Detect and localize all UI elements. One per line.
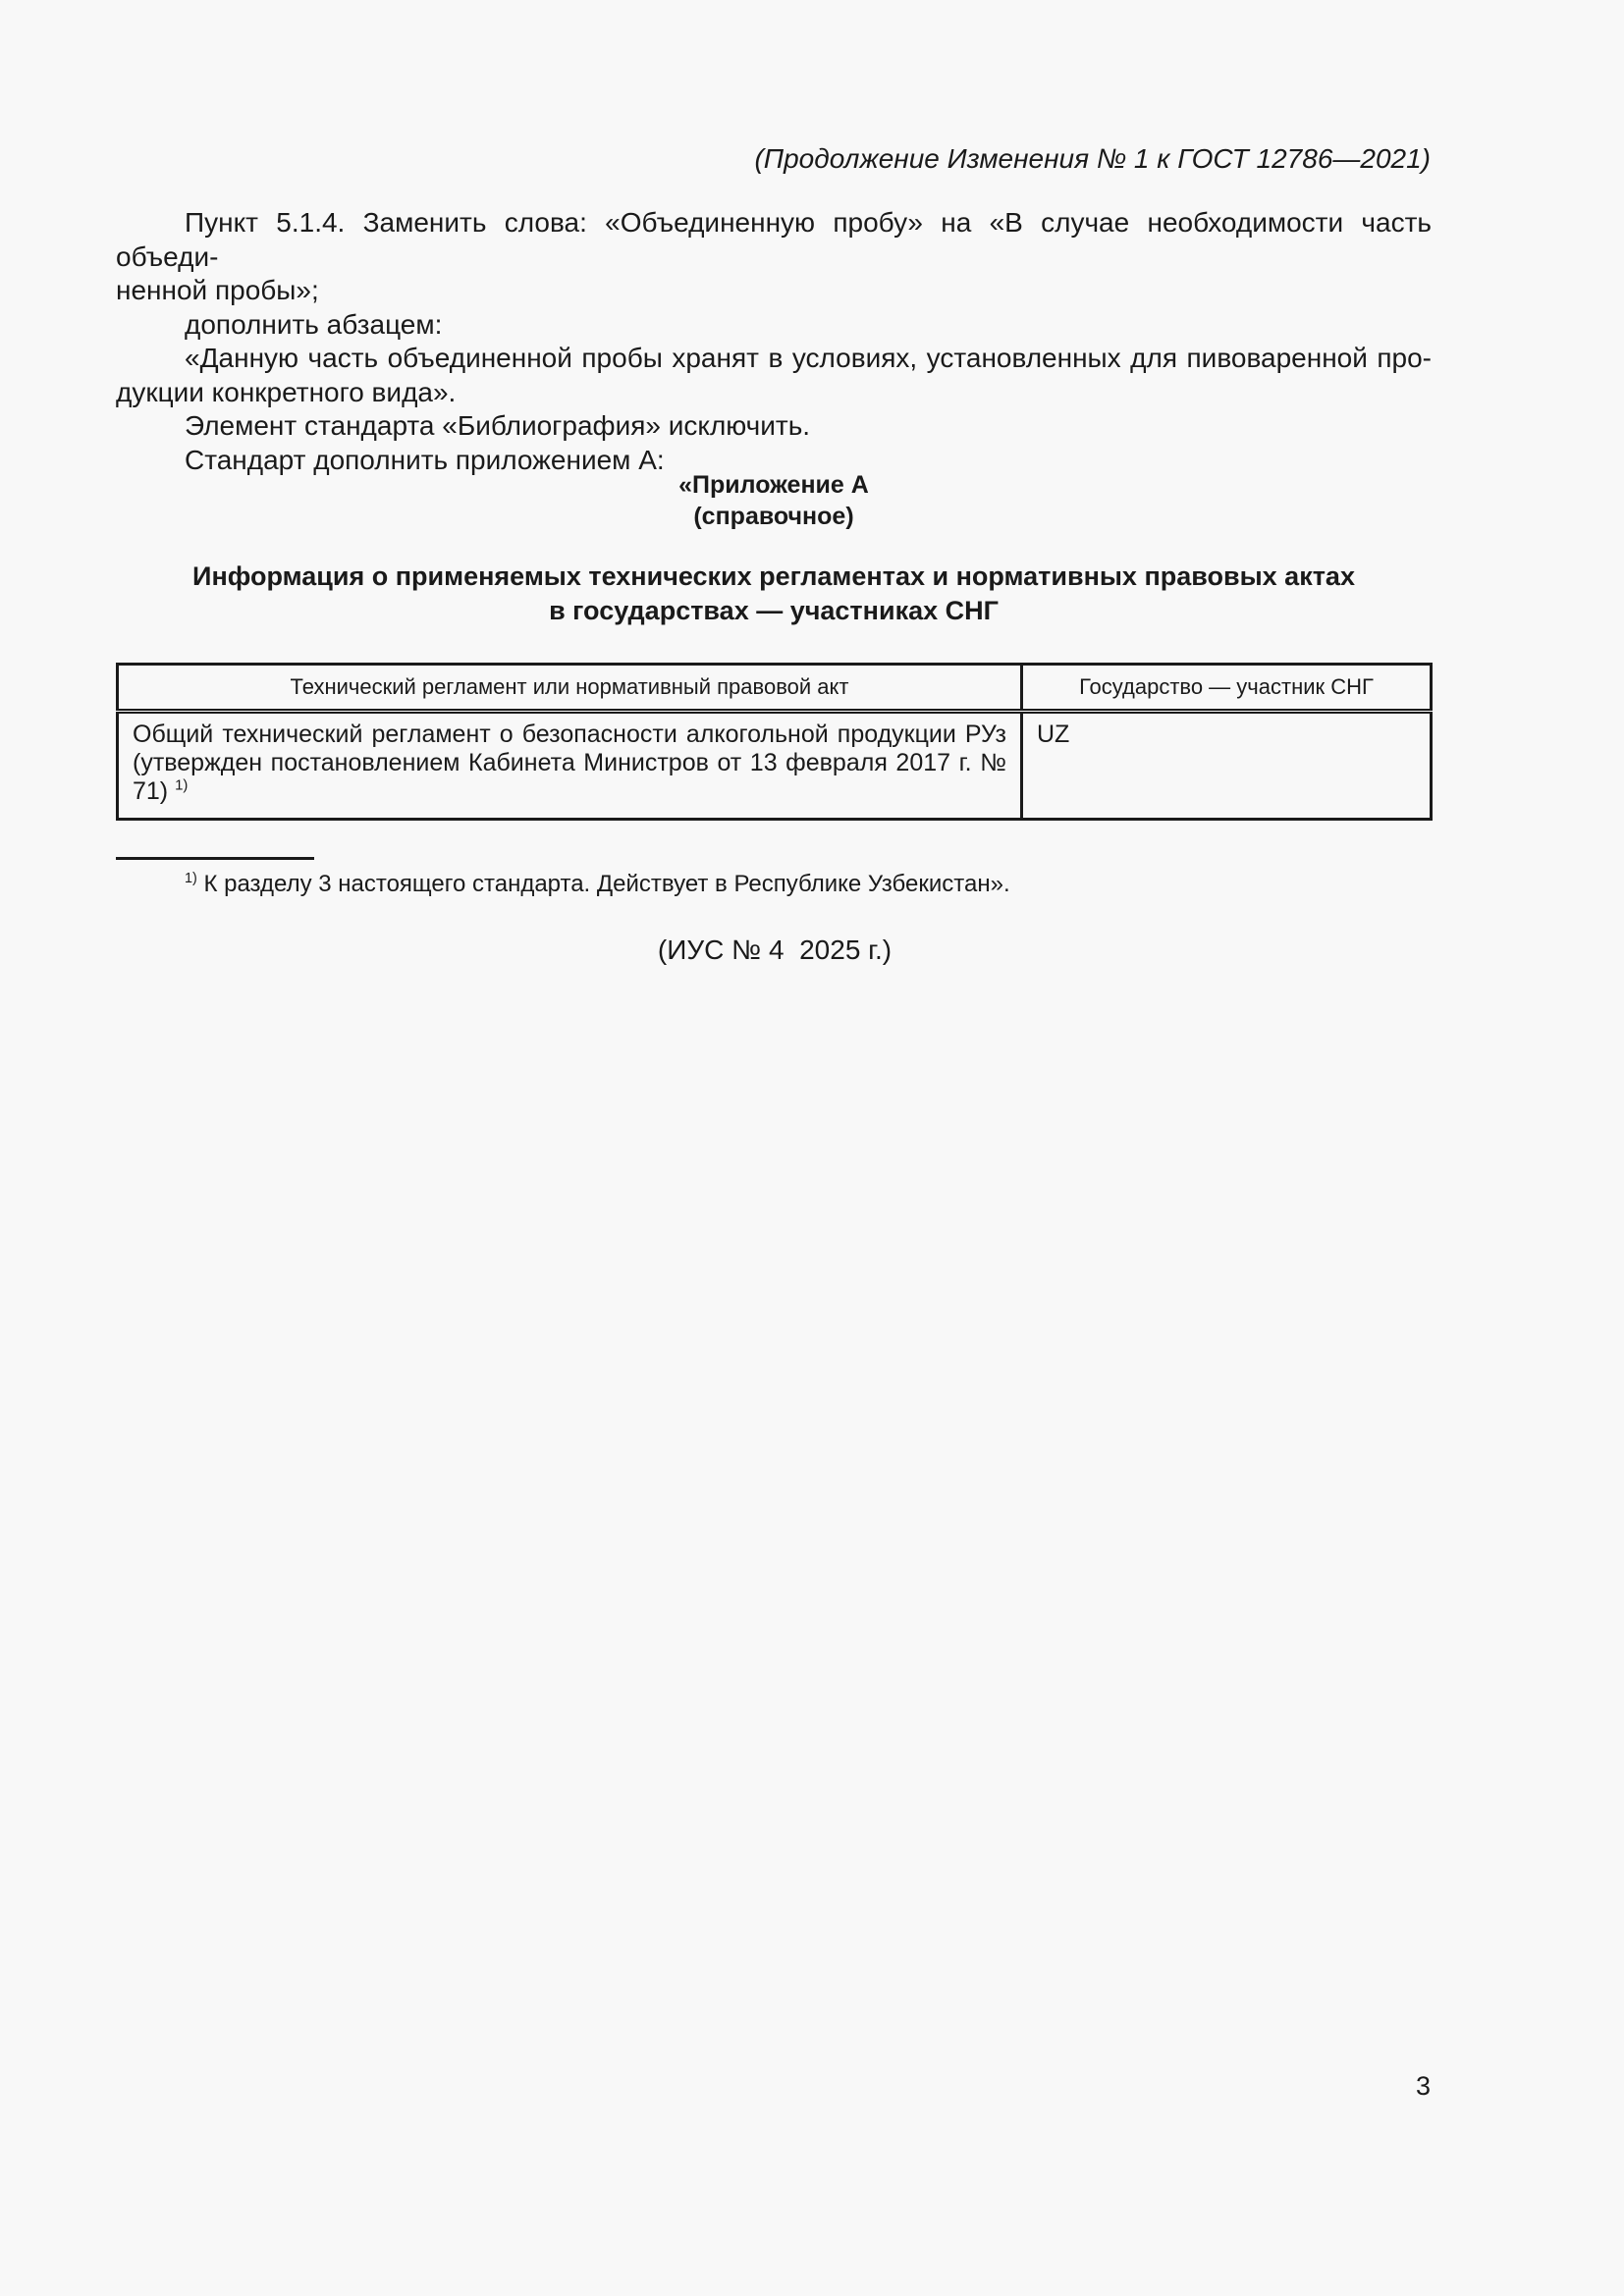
appendix-label: «Приложение А: [678, 471, 869, 499]
footnote: [185, 871, 1010, 898]
footnote-text: К разделу 3 настоящего стандарта. Действует в Республике Узбекистан».: [196, 871, 1010, 897]
appendix-title: [116, 469, 1432, 532]
cell-act: [118, 712, 1022, 820]
regulations-table: [116, 663, 1433, 821]
footnote-reference: 1): [175, 776, 189, 794]
paragraph-quote: «Данную часть объединенной пробы хранят в условиях, установленных для пивоваренной про-: [185, 343, 1432, 373]
amendment-text: [116, 206, 1432, 477]
ius-reference: (ИУС № 4 2025 г.): [657, 934, 893, 965]
paragraph-5-1-4: Пункт 5.1.4. Заменить слова: «Объединенную пробу» на «В случае необходимости часть объеди-: [116, 207, 1432, 272]
cell-state: UZ: [1022, 712, 1432, 820]
running-header: (Продолжение Изменения № 1 к ГОСТ 12786—2021): [754, 143, 1431, 174]
appendix-status: (справочное): [693, 503, 854, 530]
footnote-separator: [116, 857, 314, 860]
paragraph-bibliography: Элемент стандарта «Библиография» исключить.: [185, 410, 811, 441]
paragraph-supplement: дополнить абзацем:: [185, 308, 443, 340]
table-header-row: [118, 665, 1432, 712]
paragraph-quote-continued: дукции конкретного вида».: [116, 376, 457, 407]
section-heading-line-1: Информация о применяемых технических регламентах и нормативных правовых актах: [192, 561, 1355, 591]
footnote-mark: 1): [185, 871, 197, 886]
paragraph-5-1-4-continued: ненной пробы»;: [116, 275, 319, 305]
column-header-state: Государство — участник СНГ: [1022, 665, 1432, 712]
page-number: 3: [1415, 2071, 1431, 2101]
cell-act-text: Общий технический регламент о безопасности алкогольной продукции РУз (утвержден постановлением Кабинета Министров от 13 февраля 2017 г. № 71): [133, 721, 1006, 805]
section-heading: [116, 560, 1432, 628]
paragraph-appendix-add: Стандарт дополнить приложением А:: [185, 444, 665, 475]
section-heading-line-2: в государствах — участниках СНГ: [549, 596, 999, 625]
column-header-act: Технический регламент или нормативный правовой акт: [118, 665, 1022, 712]
table-row: [118, 712, 1432, 820]
